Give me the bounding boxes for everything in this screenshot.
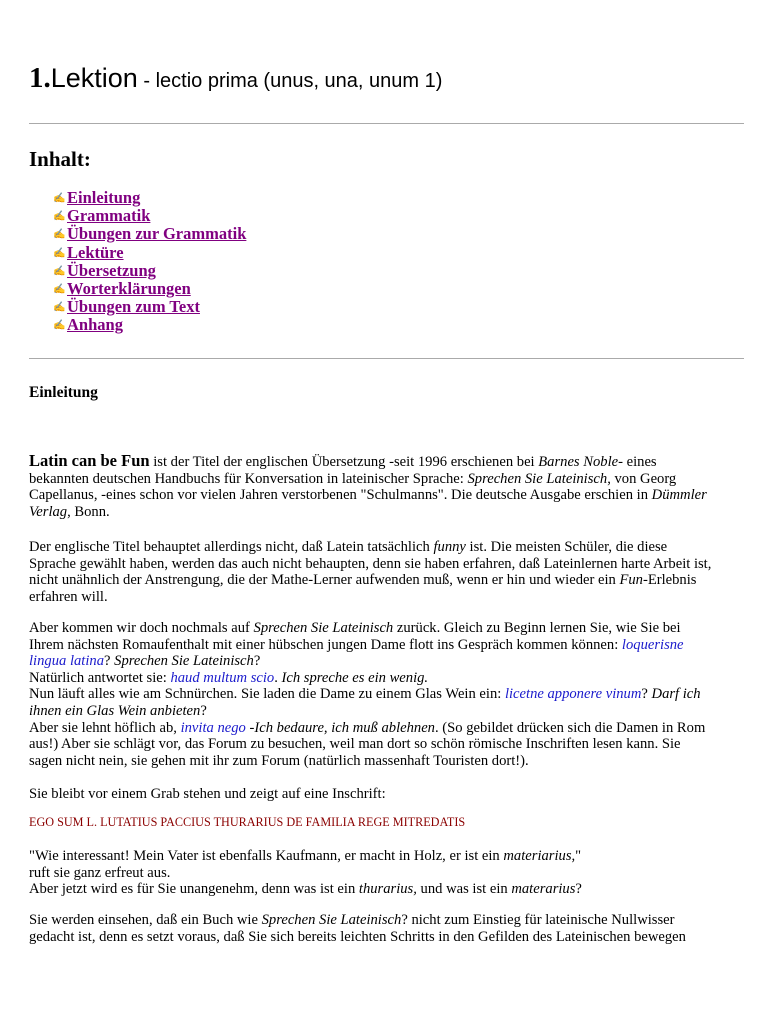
toc-link-uebungen-grammatik[interactable]: Übungen zur Grammatik xyxy=(67,224,247,244)
paragraph-line xyxy=(29,637,768,654)
pen-bullet-icon: ✍ xyxy=(53,283,66,295)
text-run: ist. Die meisten Schüler, die diese xyxy=(465,539,668,555)
text-run: ? nicht zum Einstieg für lateinische Nullwisser xyxy=(401,912,675,928)
italic-run: Fun xyxy=(619,572,643,589)
toc-link-lektuere[interactable]: Lektüre xyxy=(67,242,124,262)
text-run: ? xyxy=(641,686,652,703)
text-run: sagen nicht nein, sie gehen mit ihr zum Forum (natürlich massenhaft Touristen dort!). xyxy=(29,752,529,769)
italic-run: materiarius, xyxy=(503,848,576,864)
text-run: Sprache gewählt haben, werden das auch nicht behaupten, denn sie haben erfahren, daß Lateinlernen harte Arbeit ist, xyxy=(29,555,712,572)
paragraph-line xyxy=(29,556,768,573)
text-run: . (So gebildet drücken sich die Damen in Rom xyxy=(434,719,706,736)
lead-phrase: Latin can be Fun xyxy=(29,451,150,470)
paragraph-dialogue xyxy=(29,620,768,769)
text-run: - eines xyxy=(618,454,657,470)
toc-link-anhang[interactable]: Anhang xyxy=(67,315,123,335)
section-heading-einleitung: Einleitung xyxy=(29,384,98,401)
text-run: . xyxy=(274,669,282,686)
page-title xyxy=(29,62,442,95)
toc-item-uebersetzung xyxy=(53,262,246,280)
toc-item-worterklaerungen xyxy=(53,280,246,298)
italic-run: funny xyxy=(433,539,466,555)
italic-run: Verlag xyxy=(29,503,68,520)
paragraph-line xyxy=(29,487,768,504)
text-run: Sie werden einsehen, daß ein Buch wie xyxy=(29,912,262,928)
italic-run: Ich bedaure, ich muß ablehnen xyxy=(254,719,435,736)
toc-link-einleitung[interactable]: Einleitung xyxy=(67,188,141,207)
italic-run: Darf ich xyxy=(651,686,701,703)
text-run: ? xyxy=(104,653,115,670)
paragraph-line xyxy=(29,703,768,720)
text-run: Der englische Titel behauptet allerdings nicht, daß Latein tatsächlich xyxy=(29,539,434,555)
italic-run: Barnes Noble xyxy=(538,454,619,470)
latin-phrase: loquerisne xyxy=(621,636,684,653)
toc-heading: Inhalt: xyxy=(29,147,91,171)
text-run: ruft sie ganz erfreut aus. xyxy=(29,864,171,881)
paragraph-line xyxy=(29,471,768,488)
italic-run: ihnen ein Glas Wein anbieten xyxy=(29,702,201,719)
latin-phrase: invita nego xyxy=(180,719,246,736)
paragraph-line xyxy=(29,686,768,703)
text-run: Aber kommen wir doch nochmals auf xyxy=(29,620,254,636)
text-run: aus!) Aber sie schlägt vor, das Forum zu besuchen, weil man dort so schön römische Inschriften lesen kann. Sie xyxy=(29,736,681,753)
pen-bullet-icon: ✍ xyxy=(53,265,66,277)
latin-inscription: EGO SUM L. LUTATIUS PACCIUS THURARIUS DE FAMILIA REGE MITREDATIS xyxy=(29,815,466,829)
paragraph-line xyxy=(29,504,768,521)
paragraph-line xyxy=(29,453,768,471)
text-run: erfahren will. xyxy=(29,588,108,605)
pen-bullet-icon: ✍ xyxy=(53,193,66,204)
toc-item-uebungen-text xyxy=(53,298,246,316)
italic-run: Sprechen Sie Lateinisch xyxy=(467,470,608,487)
toc-item-lektuere xyxy=(53,244,246,262)
pen-bullet-icon: ✍ xyxy=(53,302,66,314)
paragraph-line xyxy=(29,929,768,946)
text-run: Nun läuft alles wie am Schnürchen. Sie laden die Dame zu einem Glas Wein ein: xyxy=(29,686,505,703)
paragraph-materiarius xyxy=(29,848,768,898)
text-run: , Bonn. xyxy=(67,503,110,520)
italic-run: materarius xyxy=(511,881,576,898)
paragraph-line xyxy=(29,753,768,770)
text-run: Capellanus, -eines schon vor vielen Jahren verstorbenen "Schulmanns". Die deutsche Ausgabe erschien in xyxy=(29,487,652,504)
text-run: -Erlebnis xyxy=(642,572,697,589)
latin-phrase: haud multum scio xyxy=(170,669,275,686)
italic-run: Dümmler xyxy=(651,487,707,504)
lesson-number: 1. xyxy=(29,62,51,94)
italic-run: Ich spreche es ein wenig. xyxy=(281,669,429,686)
toc-item-anhang xyxy=(53,316,246,334)
text-run: bekannten deutschen Handbuchs für Konversation in lateinischer Sprache: xyxy=(29,470,468,487)
toc-item-uebungen-grammatik xyxy=(53,225,246,243)
text-run: Ihrem nächsten Romaufenthalt mit einer hübschen jungen Dame flott ins Gespräch kommen können: xyxy=(29,636,622,653)
paragraph-line xyxy=(29,848,768,865)
text-run: zurück. Gleich zu Beginn lernen Sie, wie Sie bei xyxy=(393,620,681,636)
paragraph-line xyxy=(29,539,768,556)
toc-link-worterklaerungen[interactable]: Worterklärungen xyxy=(67,278,191,298)
text-run: Aber jetzt wird es für Sie unangenehm, denn was ist ein xyxy=(29,881,359,898)
text-run: - xyxy=(245,719,255,736)
latin-phrase: lingua latina xyxy=(29,653,104,670)
paragraph-line xyxy=(29,670,768,687)
latin-phrase: licetne apponere vinum xyxy=(504,686,642,703)
paragraph-intro xyxy=(29,453,768,520)
divider-middle xyxy=(29,358,744,359)
paragraph-line xyxy=(29,653,768,670)
lesson-subtitle: - lectio prima (unus, una, unum 1) xyxy=(137,70,443,92)
paragraph-grave xyxy=(29,786,768,803)
toc-item-einleitung xyxy=(53,189,246,207)
pen-bullet-icon: ✍ xyxy=(53,211,66,223)
divider-top xyxy=(29,123,744,124)
text-run: und was ist ein xyxy=(416,881,512,898)
text-run: Aber sie lehnt höflich ab, xyxy=(29,719,181,736)
lesson-word: Lektion xyxy=(50,63,138,93)
text-run: gedacht ist, denn es setzt voraus, daß Sie sich bereits leichten Schritts in den Gefilden des Lateinischen bewegen xyxy=(29,928,686,945)
text-run: "Wie interessant! Mein Vater ist ebenfalls Kaufmann, er macht in Holz, er ist ein xyxy=(29,848,504,864)
italic-run: thurarius, xyxy=(358,881,417,898)
paragraph-line xyxy=(29,865,768,882)
toc-link-grammatik[interactable]: Grammatik xyxy=(67,206,151,226)
pen-bullet-icon: ✍ xyxy=(53,229,66,241)
paragraph-line xyxy=(29,912,768,929)
toc-link-uebersetzung[interactable]: Übersetzung xyxy=(67,260,156,280)
paragraph-line xyxy=(29,881,768,898)
italic-run: Sprechen Sie Lateinisch xyxy=(261,912,402,928)
paragraph-line xyxy=(29,720,768,737)
italic-run: Sprechen Sie Lateinisch xyxy=(253,620,394,636)
text-run: , von Georg xyxy=(607,470,677,487)
text-run: ? xyxy=(200,702,207,719)
paragraph-line: Sie bleibt vor einem Grab stehen und zeigt auf eine Inschrift: xyxy=(29,786,386,802)
italic-run: Sprechen Sie Lateinisch xyxy=(114,653,254,670)
paragraph-line xyxy=(29,620,768,637)
paragraph-line xyxy=(29,736,768,753)
text-run: Natürlich antwortet sie: xyxy=(29,669,171,686)
text-run: ? xyxy=(575,881,582,898)
paragraph-conclusion xyxy=(29,912,768,945)
pen-bullet-icon: ✍ xyxy=(53,320,66,332)
toc-item-grammatik xyxy=(53,207,246,225)
text-run: ist der Titel der englischen Übersetzung -seit 1996 erschienen bei xyxy=(149,454,539,470)
text-run: ? xyxy=(253,653,261,670)
table-of-contents xyxy=(53,189,246,335)
paragraph-funny xyxy=(29,539,768,605)
paragraph-line xyxy=(29,589,768,606)
text-run: " xyxy=(575,848,582,864)
paragraph-line xyxy=(29,572,768,589)
toc-link-uebungen-text[interactable]: Übungen zum Text xyxy=(67,297,200,317)
text-run: nicht unähnlich der Anstrengung, die der Mathe-Lerner aufwenden muß, wenn er hin und wieder ein xyxy=(29,572,620,589)
pen-bullet-icon: ✍ xyxy=(53,247,66,259)
